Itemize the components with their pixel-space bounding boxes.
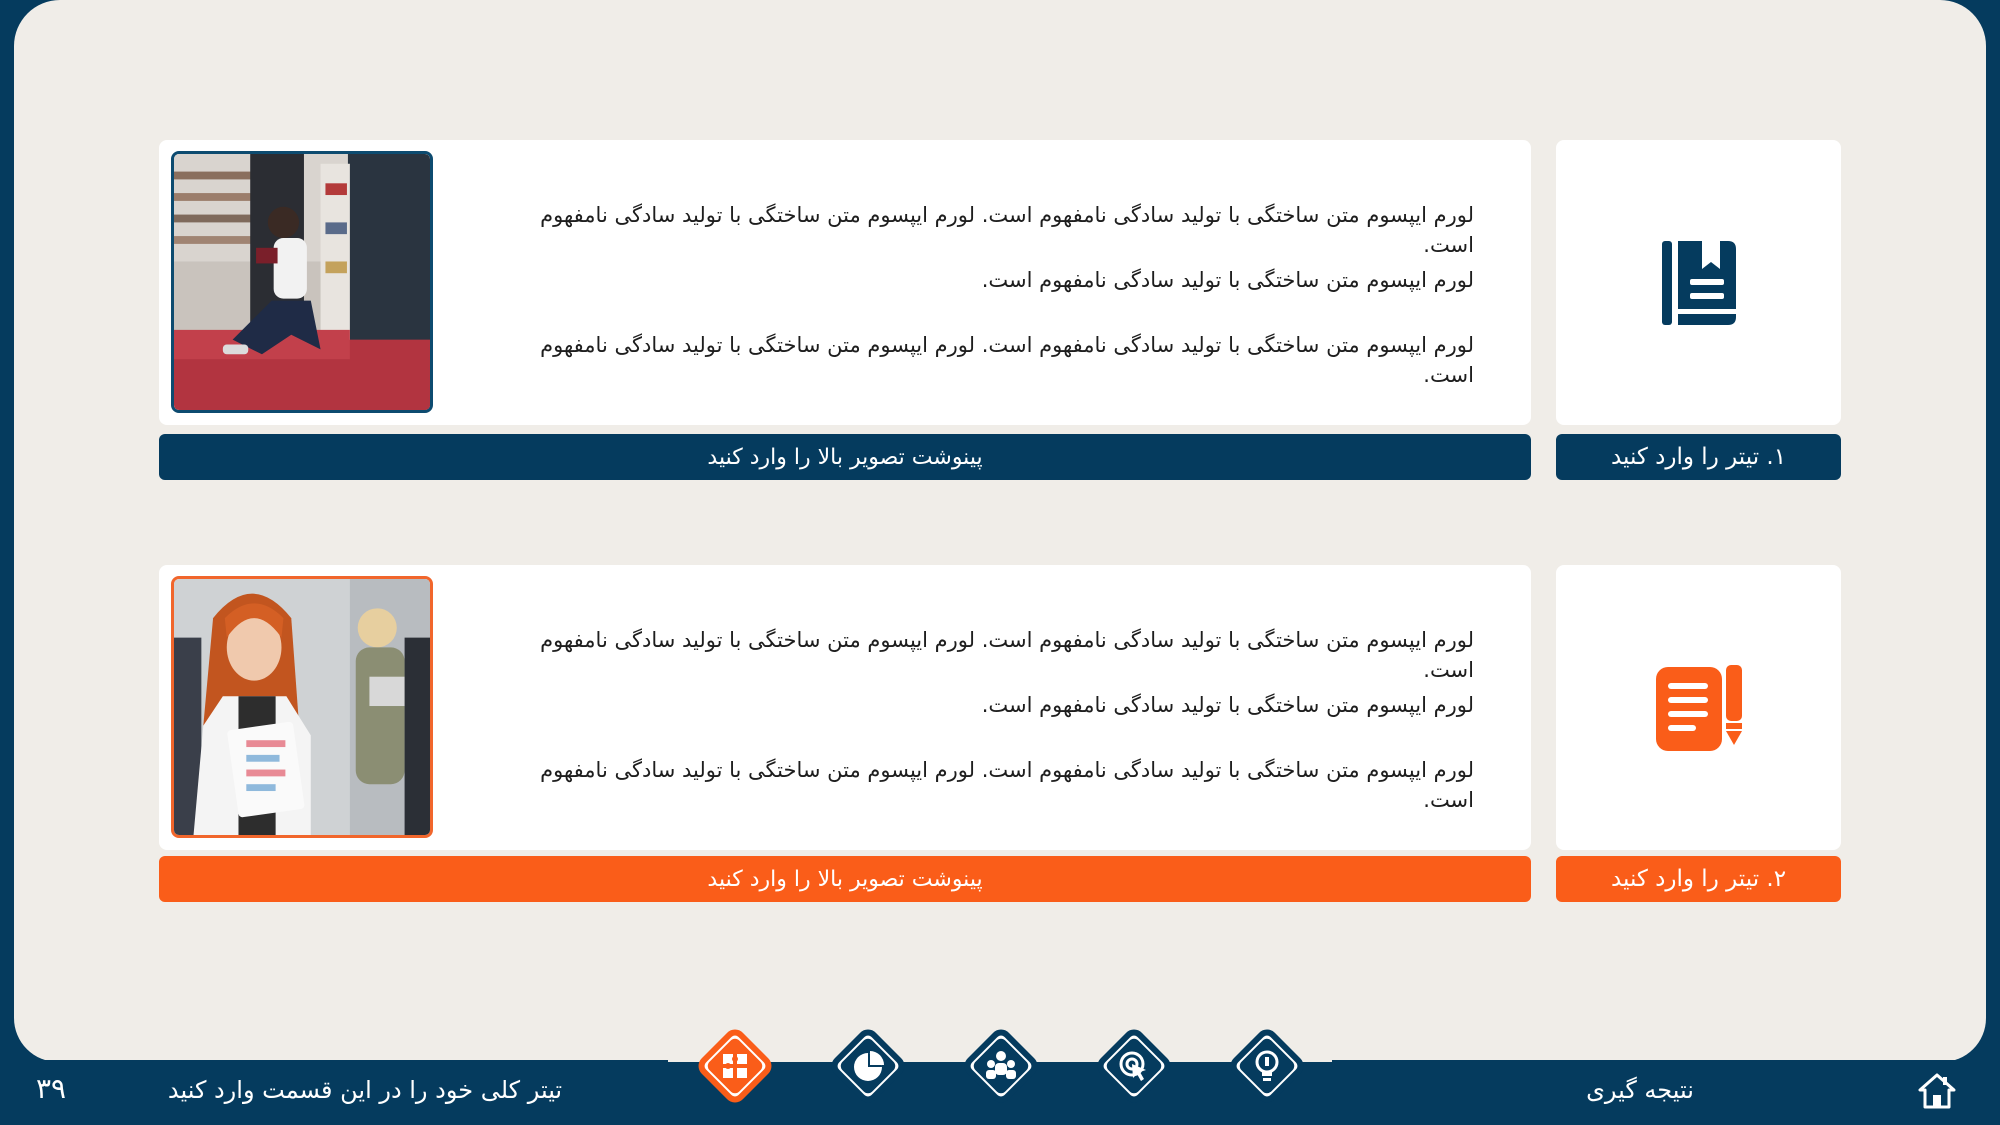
nav-puzzle-button[interactable] <box>695 1026 775 1106</box>
content-lines-1 <box>514 200 1474 395</box>
row-title-2: ۲. تیتر را وارد کنید <box>1556 856 1841 902</box>
frame-corner <box>1938 0 1986 48</box>
caption-bar-1: پینوشت تصویر بالا را وارد کنید <box>159 434 1531 480</box>
caption-bar-2: پینوشت تصویر بالا را وارد کنید <box>159 856 1531 902</box>
icon-card-2 <box>1556 565 1841 850</box>
content-lines-2 <box>514 625 1474 820</box>
woman-reading-in-library-photo <box>171 151 433 413</box>
content-line: لورم ایپسوم متن ساختگی با تولید سادگی نامفهوم است. لورم ایپسوم متن ساختگی با تولید سادگی نامفهوم است. <box>540 203 1474 257</box>
nav-pie-chart-button[interactable] <box>828 1026 908 1106</box>
document-pencil-icon <box>1656 665 1742 751</box>
row-title-1: ۱. تیتر را وارد کنید <box>1556 434 1841 480</box>
woman-holding-charts-photo <box>171 576 433 838</box>
nav-team-button[interactable] <box>961 1026 1041 1106</box>
content-card-2 <box>159 565 1531 850</box>
book-icon <box>1662 239 1736 327</box>
footer-title: تیتر کلی خود را در این قسمت وارد کنید <box>167 1076 563 1104</box>
icon-card-1 <box>1556 140 1841 425</box>
content-line: لورم ایپسوم متن ساختگی با تولید سادگی نامفهوم است. لورم ایپسوم متن ساختگی با تولید سادگی نامفهوم است. <box>540 333 1474 387</box>
slide-number: ۳۹ <box>36 1072 67 1105</box>
content-line: لورم ایپسوم متن ساختگی با تولید سادگی نامفهوم است. لورم ایپسوم متن ساختگی با تولید سادگی نامفهوم است. <box>540 758 1474 812</box>
nav-idea-button[interactable] <box>1227 1026 1307 1106</box>
nav-pointer-button[interactable] <box>1094 1026 1174 1106</box>
home-icon[interactable] <box>1918 1072 1956 1110</box>
content-card-1 <box>159 140 1531 425</box>
content-line: لورم ایپسوم متن ساختگی با تولید سادگی نامفهوم است. <box>981 268 1474 292</box>
content-line: لورم ایپسوم متن ساختگی با تولید سادگی نامفهوم است. لورم ایپسوم متن ساختگی با تولید سادگی نامفهوم است. <box>540 628 1474 682</box>
content-line: لورم ایپسوم متن ساختگی با تولید سادگی نامفهوم است. <box>981 693 1474 717</box>
section-label: نتیجه گیری <box>1586 1076 1694 1104</box>
frame-corner <box>14 0 62 48</box>
